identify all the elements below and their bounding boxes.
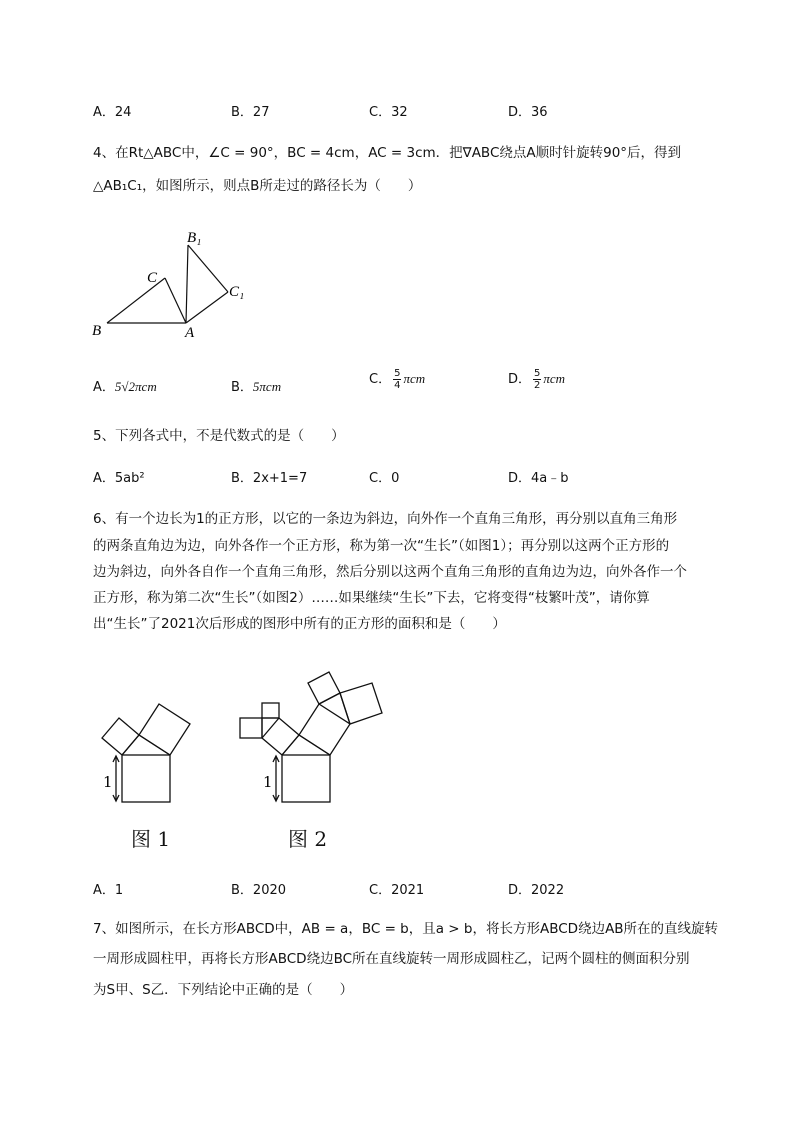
q4-option-d-letter: D． (508, 372, 532, 387)
q6-stem-line4: 正方形，称为第二次“生长”（如图2）……如果继续“生长”下去，它将变得“枝繁叶茂”，请你算 (93, 590, 650, 606)
q3-option-a[interactable]: A．24 (93, 105, 132, 120)
q4-option-b-letter: B． (231, 380, 253, 395)
label-b: B (92, 323, 102, 339)
q6-stem-line1: 6、有一个边长为1的正方形，以它的一条边为斜边，向外作一个直角三角形，再分别以直角三角形 (93, 511, 678, 527)
q6-option-a[interactable]: A．1 (93, 883, 124, 898)
q4-stem-line2: △AB₁C₁，如图所示，则点B所走过的路径长为（ ） (93, 178, 422, 194)
label-c1: C₁ (229, 284, 245, 300)
q6-stem-line5: 出“生长”了2021次后形成的图形中所有的正方形的面积和是（ ） (93, 616, 506, 632)
segment-b1c1 (188, 245, 228, 292)
q4-option-d-fraction: $\frac{5}{2}$ (534, 368, 541, 391)
q4-option-b[interactable] (231, 376, 281, 395)
right-right-square (340, 683, 382, 724)
q4-option-a[interactable] (93, 376, 157, 395)
q5-option-c[interactable]: C．0 (369, 471, 400, 486)
segment-ca (165, 278, 186, 323)
q5-stem: 5、下列各式中，不是代数式的是（ ） (93, 428, 345, 444)
q6-stem-line2: 的两条直角边为边，向外各作一个正方形，称为第一次“生长”（如图1）；再分别以这两个正方形的 (93, 538, 670, 554)
q6-stem-line3: 边为斜边，向外各自作一个直角三角形，然后分别以这两个直角三角形的直角边为边，向外各作一个 (93, 564, 687, 580)
q7-stem-line1: 7、如图所示，在长方形ABCD中，AB = a，BC = b，且a > b，将长方形ABCD绕边AB所在的直线旋转 (93, 921, 719, 937)
q5-option-b[interactable]: B．2x+1=7 (231, 471, 308, 486)
left-square (262, 718, 299, 755)
q4-stem-line1: 4、在Rt△ABC中，∠C = 90°，BC = 4cm，AC = 3cm．把∇ABC绕点A顺时针旋转90°后，得到 (93, 145, 682, 161)
segment-ab1 (186, 245, 188, 323)
right-left-square (308, 672, 340, 704)
q6-figure-2-caption: 图 2 (288, 827, 328, 851)
label-c: C (147, 270, 158, 286)
triangle-1 (122, 735, 170, 755)
q4-option-c[interactable] (369, 368, 425, 391)
q6-option-c[interactable]: C．2021 (369, 883, 425, 898)
q5-option-a[interactable]: A．5ab² (93, 471, 145, 486)
q4-option-a-value: 5√2πcm (114, 379, 157, 394)
right-square (299, 704, 350, 755)
right-square (139, 704, 190, 755)
side-length-label: 1 (263, 773, 273, 791)
q4-option-d[interactable] (508, 368, 565, 391)
q4-option-c-letter: C． (369, 372, 392, 387)
side-length-label: 1 (103, 773, 113, 791)
q3-option-c[interactable]: C．32 (369, 105, 408, 120)
q3-option-d[interactable]: D．36 (508, 105, 548, 120)
q4-option-c-tail: πcm (403, 371, 426, 386)
label-b1: B₁ (187, 230, 202, 246)
q6-figure-2 (232, 665, 392, 810)
left-left-square (240, 718, 262, 738)
label-a: A (185, 325, 195, 341)
q7-stem-line2: 一周形成圆柱甲，再将长方形ABCD绕边BC所在直线旋转一周形成圆柱乙，记两个圆柱的侧面积分别 (93, 951, 690, 967)
q4-option-c-fraction: $\frac{5}{4}$ (394, 368, 401, 391)
q4-option-a-letter: A． (93, 380, 115, 395)
triangle-1 (282, 735, 330, 755)
q7-stem-line3: 为S甲、S乙．下列结论中正确的是（ ） (93, 982, 354, 998)
left-square (102, 718, 139, 755)
q6-figure-1 (95, 695, 205, 810)
base-square (282, 755, 330, 802)
left-top-square (262, 703, 279, 718)
q4-rotation-figure (85, 222, 255, 342)
q4-option-b-value: 5πcm (252, 379, 282, 394)
q6-option-b[interactable]: B．2020 (231, 883, 287, 898)
q6-option-d[interactable]: D．2022 (508, 883, 565, 898)
q3-option-b[interactable]: B．27 (231, 105, 270, 120)
q5-option-d[interactable]: D．4a﹣b (508, 471, 569, 486)
segment-c1a (186, 292, 228, 323)
q4-option-d-tail: πcm (543, 371, 566, 386)
base-square (122, 755, 170, 802)
q6-figure-1-caption: 图 1 (131, 827, 171, 851)
